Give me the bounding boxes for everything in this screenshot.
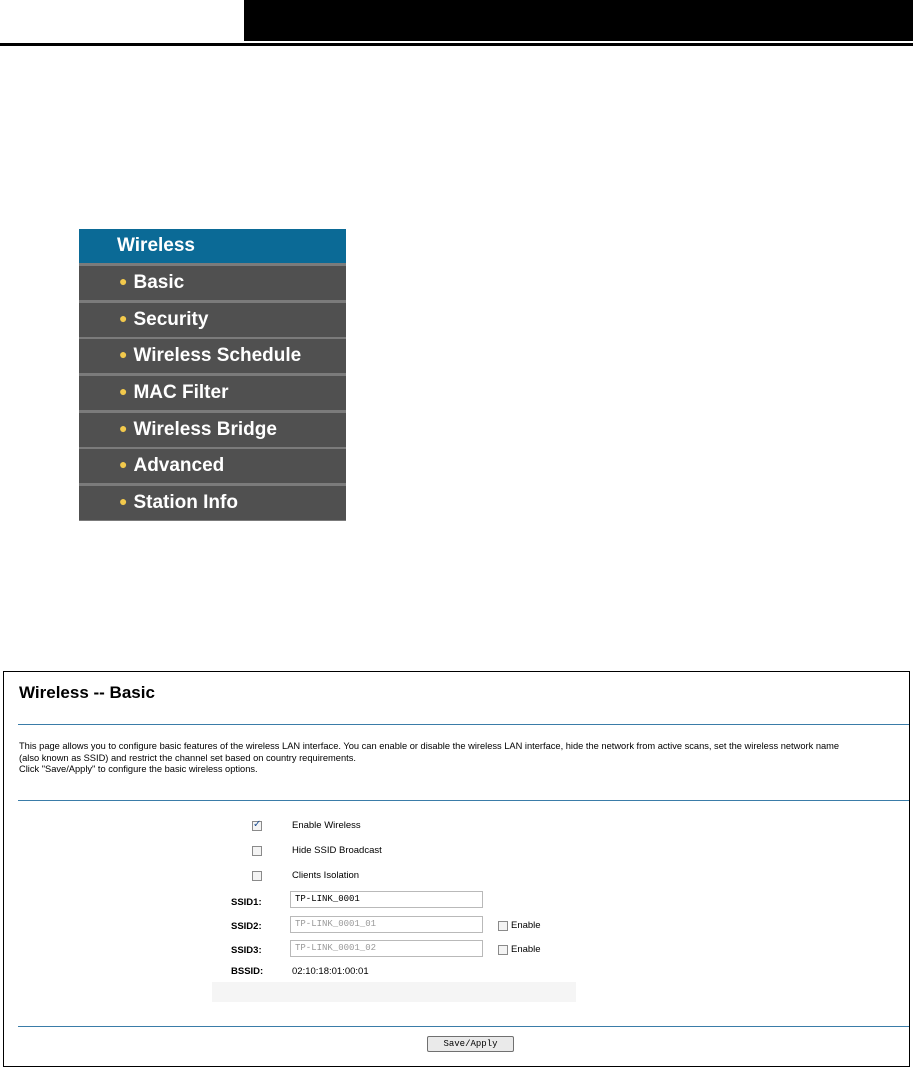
ssid3-enable-label: Enable <box>511 944 541 955</box>
ssid2-label: SSID2: <box>231 921 262 932</box>
description-line: (also known as SSID) and restrict the channel set based on country requirements. <box>19 752 356 763</box>
ssid2-enable-checkbox[interactable] <box>498 921 508 931</box>
clients-isolation-label: Clients Isolation <box>292 870 360 881</box>
save-apply-button[interactable]: Save/Apply <box>427 1036 514 1052</box>
menu-item-wireless-bridge[interactable] <box>79 413 346 447</box>
menu-item-label: Wireless Bridge <box>133 419 277 440</box>
menu-item-wireless-schedule[interactable] <box>79 339 346 373</box>
menu-item-security[interactable] <box>79 303 346 337</box>
menu-item-basic[interactable] <box>79 266 346 300</box>
menu-item-label: Advanced <box>133 455 225 476</box>
bullet-icon: ● <box>119 493 128 509</box>
description-line: This page allows you to configure basic features of the wireless LAN interface. You can enable or disable the wireless LAN interface, hide the network from active scans, set the wireless network name <box>19 741 840 751</box>
title-divider <box>18 724 909 725</box>
ssid3-enable-checkbox[interactable] <box>498 945 508 955</box>
description-divider <box>18 800 909 801</box>
bssid-label: BSSID: <box>231 966 264 977</box>
hide-ssid-label: Hide SSID Broadcast <box>292 845 382 856</box>
bullet-icon: ● <box>119 420 128 436</box>
page-description <box>19 741 907 776</box>
bullet-icon: ● <box>119 456 128 472</box>
clients-isolation-checkbox[interactable] <box>252 871 262 881</box>
description-line: Click "Save/Apply" to configure the basic wireless options. <box>19 764 258 774</box>
menu-item-label: Station Info <box>133 492 238 513</box>
ssid2-enable-label: Enable <box>511 920 541 931</box>
bullet-icon: ● <box>119 273 128 289</box>
bullet-icon: ● <box>119 310 128 326</box>
menu-item-advanced[interactable] <box>79 449 346 483</box>
ssid3-input[interactable]: TP-LINK_0001_02 <box>290 940 483 957</box>
menu-item-station-info[interactable] <box>79 486 346 520</box>
ssid3-label: SSID3: <box>231 945 262 956</box>
menu-item-label: Security <box>133 309 209 330</box>
menu-item-label: Basic <box>133 272 185 293</box>
ssid2-input[interactable]: TP-LINK_0001_01 <box>290 916 483 933</box>
wireless-menu <box>79 229 346 521</box>
document-header-rule <box>0 43 913 46</box>
wireless-basic-panel <box>3 671 910 1067</box>
menu-header-wireless[interactable]: Wireless <box>79 229 346 263</box>
page-title: Wireless -- Basic <box>19 683 155 702</box>
menu-item-label: MAC Filter <box>133 382 229 403</box>
enable-wireless-checkbox[interactable] <box>252 821 262 831</box>
menu-item-label: Wireless Schedule <box>133 345 302 366</box>
bullet-icon: ● <box>119 383 128 399</box>
bullet-icon: ● <box>119 346 128 362</box>
form-footer-shade <box>212 982 576 1002</box>
ssid1-input[interactable]: TP-LINK_0001 <box>290 891 483 908</box>
document-header-band <box>244 0 913 41</box>
enable-wireless-label: Enable Wireless <box>292 820 361 831</box>
form-divider <box>18 1026 909 1027</box>
hide-ssid-checkbox[interactable] <box>252 846 262 856</box>
menu-item-mac-filter[interactable] <box>79 376 346 410</box>
bssid-value: 02:10:18:01:00:01 <box>292 966 369 977</box>
ssid1-label: SSID1: <box>231 897 262 908</box>
